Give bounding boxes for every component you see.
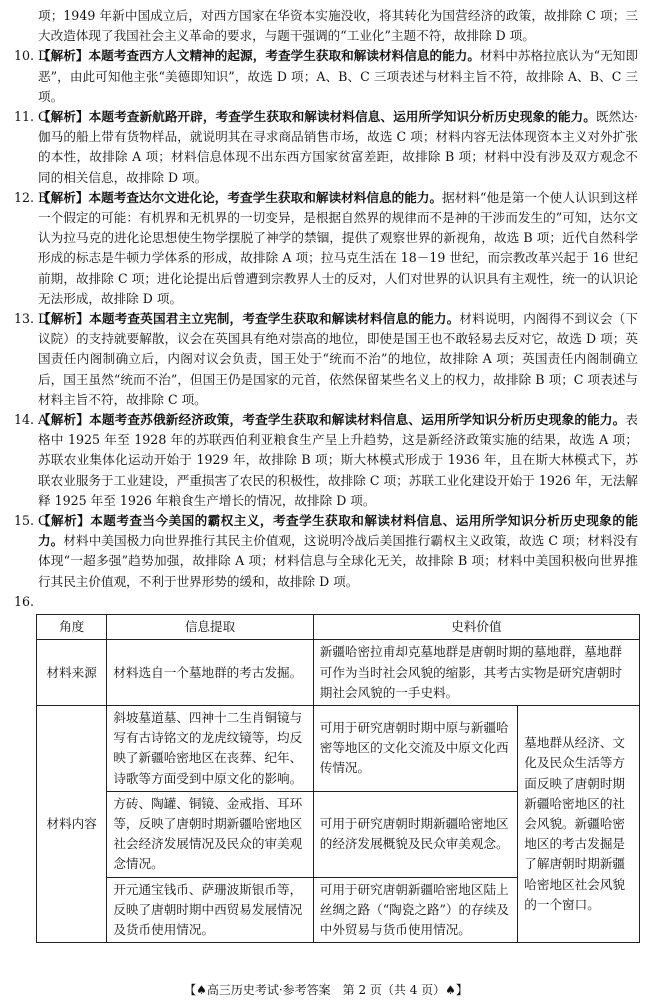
- page-footer: [0, 980, 652, 1000]
- question-number: 10. D: [14, 48, 49, 64]
- question-number: 12. B: [14, 189, 48, 205]
- header-info: 信息提取: [107, 615, 313, 640]
- analysis-tag: 【解析】: [38, 412, 90, 428]
- analysis-body: 据材料“他是第一个使人认识到这样一个假定的可能：有机界和无机界的一切变异，是根据自然界的规律而不是神的干涉而发生的”可知，达尔文认为拉马克的进化论思想使生物学摆脱了神学的禁锢，提供了观察世界的新视角，故选 B 项；近代自然科学形成的标志是牛顿力学体系的形成，故排除 A 项；拉马克生活在 18－19 世纪，而宗教改革兴起于 16 世纪前期，故排除 C 项；进化论提出后曾遭到宗教界人士的反对，人们对世界的认识具有主观性，统一的认识论无法形成，故排除 D 项。: [38, 189, 638, 306]
- question-number: 15. C: [14, 513, 48, 529]
- analysis-intro: 本题考查英国君主立宪制，考查学生获取和解读材料信息的能力。: [89, 311, 460, 327]
- analysis-body: 既然达·伽马的船上带有货物样品，就说明其在寻求商品销售市场，故选 C 项；材料内容无法体现资本主义对外扩张的本性，故排除 A 项；材料信息体现不出东西方国家贫富差距，故排除 B 项；材料中没有涉及双方观念不同的相关信息，故排除 D 项。: [38, 109, 639, 185]
- paragraph-continuation: [14, 6, 638, 46]
- cell-summary: 墓地群从经济、文化及民众生活等方面反映了唐朝时期新疆哈密地区的社会风貌。新疆哈密地区的考古发掘是了解唐朝时期新疆哈密地区社会风貌的一个窗口。: [518, 705, 640, 942]
- answer-13: [14, 309, 638, 410]
- answer-12: [14, 188, 638, 309]
- analysis-intro: 本题考查当今美国的霸权主义，考查学生获取和解读材料信息、运用所学知识分析历史现象的能力。: [38, 513, 639, 549]
- paragraph-body: 项；1949 年新中国成立后，对西方国家在华资本实施没收，将其转化为国营经济的政策，故排除 C 项；三大改造体现了我国社会主义革命的要求，与题干强调的“工业化”主题不符，故排除 D 项。: [38, 8, 638, 44]
- cell-value: 可用于研究唐朝新疆哈密地区陆上丝绸之路（“陶瓷之路”）的存续及中外贸易与货币使用情况。: [313, 877, 518, 943]
- footer-text: 【♠高三历史考试·参考答案 第 2 页（共 4 页）♠】: [184, 983, 468, 997]
- row-label-source: 材料来源: [37, 640, 107, 706]
- answer-16-label: [14, 592, 638, 612]
- cell-value: 可用于研究唐朝时期中原与新疆哈密等地区的文化交流及中原文化西传情况。: [313, 705, 518, 791]
- cell-info: 方砖、陶罐、铜镜、金戒指、耳环等，反映了唐朝时期新疆哈密地区社会经济发展情况及民众的审美观念情况。: [107, 791, 313, 877]
- analysis-tag: 【解析】: [38, 513, 91, 529]
- cell-value: 可用于研究唐朝时期新疆哈密地区的经济发展概貌及民众审美观念。: [313, 791, 518, 877]
- analysis-body: 材料中苏格拉底认为“无知即恶”，由此可知他主张“美德即知识”，故选 D 项；A、B、C 三项表述与材料主旨不符，故排除 A、B、C 三项。: [38, 48, 638, 104]
- analysis-body: 表格中 1925 年至 1928 年的苏联西伯利亚粮食生产呈上升趋势，这是新经济政策实施的结果，故选 A 项；苏联农业集体化运动开始于 1929 年，故排除 B 项；斯大林模式形成于 1936 年，且在斯大林模式下，苏联农业服务于工业建设，严重损害了农民的积极性，故排除 C 项；苏联工业化建设开始于 1926 年，无法解释 1925 年至 1926 年粮食生产增长的情况，故排除 D 项。: [38, 412, 639, 508]
- cell-info: 材料选自一个墓地群的考古发掘。: [107, 640, 313, 706]
- answer-14: [14, 410, 638, 511]
- analysis-intro: 本题考查新航路开辟，考查学生获取和解读材料信息、运用所学知识分析历史现象的能力。: [88, 109, 596, 125]
- question-number: 16.: [14, 593, 35, 609]
- table-row: [37, 705, 640, 791]
- table-row: [37, 640, 640, 706]
- analysis-intro: 本题考查达尔文进化论，考查学生获取和解读材料信息的能力。: [88, 189, 443, 205]
- answer-page: [14, 6, 638, 943]
- analysis-tag: 【解析】: [38, 109, 89, 125]
- answer-16-table: [36, 614, 640, 943]
- question-number: 11. C: [14, 109, 48, 125]
- cell-info: 斜坡墓道墓、四神十二生肖铜镜与写有古诗铭文的龙虎纹镜等，均反映了新疆哈密地区在丧葬、纪年、诗歌等方面受到中原文化的影响。: [107, 705, 313, 791]
- answer-10: [14, 46, 638, 107]
- analysis-tag: 【解析】: [38, 189, 89, 205]
- question-number: 14. A: [14, 412, 48, 428]
- answer-11: [14, 107, 638, 188]
- analysis-tag: 【解析】: [38, 48, 89, 64]
- row-label-content: 材料内容: [37, 705, 107, 942]
- answer-15: [14, 511, 638, 592]
- header-value: 史料价值: [313, 615, 639, 640]
- analysis-tag: 【解析】: [38, 311, 90, 327]
- analysis-body: 材料说明，内阁得不到议会（下议院）的支持就要解散，议会在英国具有绝对崇高的地位，即使是国王也不敢轻易去反对它，故选 D 项；英国责任内阁制确立后，内阁对议会负责，国王处于“统而不治”的地位，故排除 A 项；英国责任内阁制确立后，国王虽然“统而不治”，但国王仍是国家的元首，依然保留某些名义上的权力，故排除 B 项；C 项表述与材料主旨不符，故排除 C 项。: [38, 311, 639, 407]
- analysis-body: 材料中美国极力向世界推行其民主价值观，这说明冷战后美国推行霸权主义政策，故选 C 项；材料没有体现“一超多强”趋势加强，故排除 A 项；材料信息与全球化无关，故排除 B 项；材料中美国积极向世界推行其民主价值观，不利于世界形势的缓和，故排除 D 项。: [38, 533, 638, 589]
- table-header-row: [37, 615, 640, 640]
- cell-info: 开元通宝钱币、萨珊波斯银币等，反映了唐朝时期中西贸易发展情况及货币使用情况。: [107, 877, 313, 943]
- analysis-intro: 本题考查苏俄新经济政策，考查学生获取和解读材料信息、运用所学知识分析历史现象的能力。: [89, 412, 626, 428]
- question-number: 13. D: [14, 311, 49, 327]
- analysis-intro: 本题考查西方人文精神的起源，考查学生获取和解读材料信息的能力。: [88, 48, 481, 64]
- cell-value: 新疆哈密拉甫却克墓地群是唐朝时期的墓地群，墓地群可作为当时社会风貌的缩影，其考古实物是研究唐朝时期社会风貌的一手史料。: [313, 640, 639, 706]
- header-angle: 角度: [37, 615, 107, 640]
